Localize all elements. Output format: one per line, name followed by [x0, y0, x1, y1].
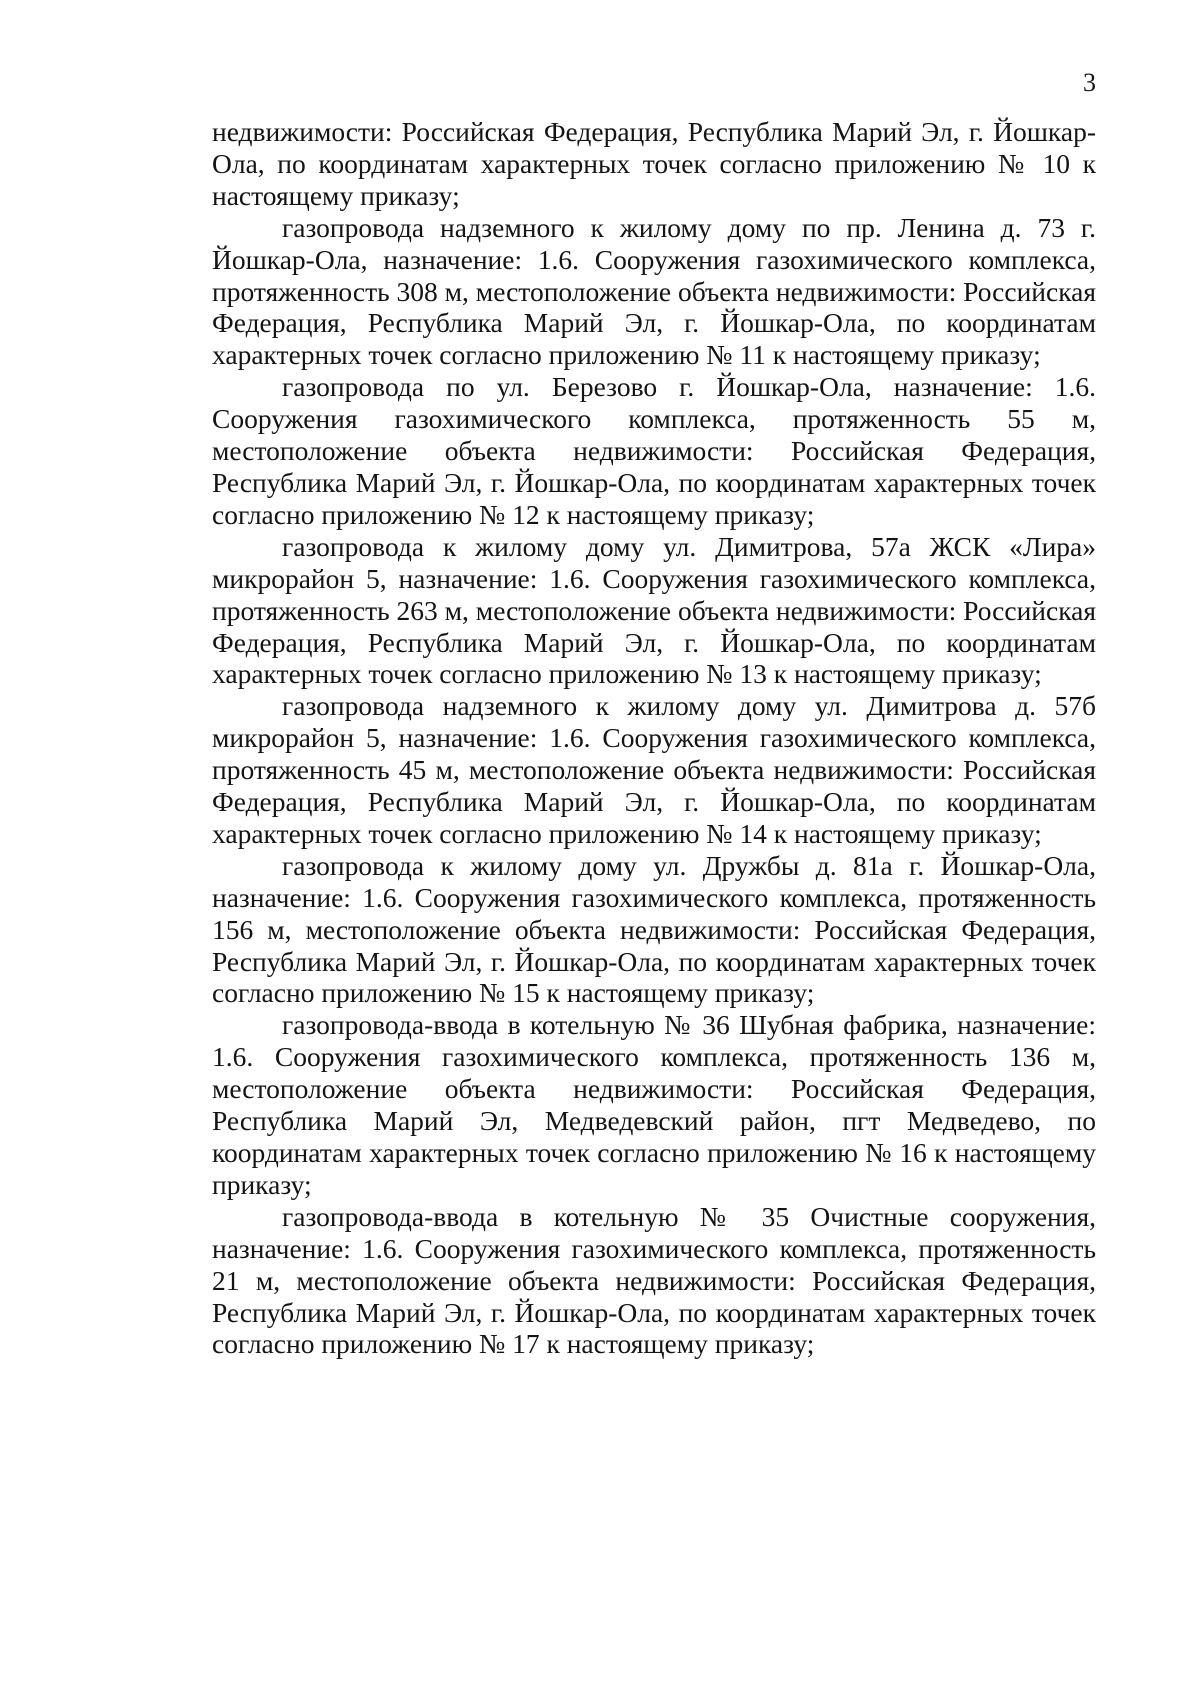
document-body	[212, 116, 1096, 1360]
paragraph-boiler-35: газопровода-ввода в котельную № 35 Очистные сооружения, назначение: 1.6. Сооружения газохимического комплекса, протяженность 21 м, местоположение объекта недвижимости: Российская Федерация, Республика Марий Эл, г. Йошкар-Ола, по координатам характерных точек согласно приложению № 17 к настоящему приказу;	[212, 1200, 1096, 1360]
paragraph-boiler-36: газопровода-ввода в котельную № 36 Шубная фабрика, назначение: 1.6. Сооружения газохимического комплекса, протяженность 136 м, местоположение объекта недвижимости: Российская Федерация, Республика Марий Эл, Медведевский район, пгт Медведево, по координатам характерных точек согласно приложению № 16 к настоящему приказу;	[212, 1009, 1096, 1200]
paragraph-continuation: недвижимости: Российская Федерация, Республика Марий Эл, г. Йошкар-Ола, по координатам характерных точек согласно приложению № 10 к настоящему приказу;	[212, 116, 1096, 211]
paragraph-berezovo: газопровода по ул. Березово г. Йошкар-Ола, назначение: 1.6. Сооружения газохимического комплекса, протяженность 55 м, местоположение объекта недвижимости: Российская Федерация, Республика Марий Эл, г. Йошкар-Ола, по координатам характерных точек согласно приложению № 12 к настоящему приказу;	[212, 371, 1096, 530]
paragraph-druzhby-81a: газопровода к жилому дому ул. Дружбы д. 81а г. Йошкар-Ола, назначение: 1.6. Сооружения газохимического комплекса, протяженность 156 м, местоположение объекта недвижимости: Российская Федерация, Республика Марий Эл, г. Йошкар-Ола, по координатам характерных точек согласно приложению № 15 к настоящему приказу;	[212, 849, 1096, 1009]
paragraph-dimitrova-57b: газопровода надземного к жилому дому ул. Димитрова д. 57б микрорайон 5, назначение: 1.6. Сооружения газохимического комплекса, протяженность 45 м, местоположение объекта недвижимости: Российская Федерация, Республика Марий Эл, г. Йошкар-Ола, по координатам характерных точек согласно приложению № 14 к настоящему приказу;	[212, 690, 1096, 849]
paragraph-lenina-73: газопровода надземного к жилому дому по пр. Ленина д. 73 г. Йошкар-Ола, назначение: 1.6. Сооружения газохимического комплекса, протяженность 308 м, местоположение объекта недвижимости: Российская Федерация, Республика Марий Эл, г. Йошкар-Ола, по координатам характерных точек согласно приложению № 11 к настоящему приказу;	[212, 211, 1097, 371]
paragraph-dimitrova-57a: газопровода к жилому дому ул. Димитрова, 57а ЖСК «Лира» микрорайон 5, назначение: 1.6. Сооружения газохимического комплекса, протяженность 263 м, местоположение объекта недвижимости: Российская Федерация, Республика Марий Эл, г. Йошкар-Ола, по координатам характерных точек согласно приложению № 13 к настоящему приказу;	[212, 530, 1097, 690]
page-number: 3	[1083, 68, 1096, 97]
